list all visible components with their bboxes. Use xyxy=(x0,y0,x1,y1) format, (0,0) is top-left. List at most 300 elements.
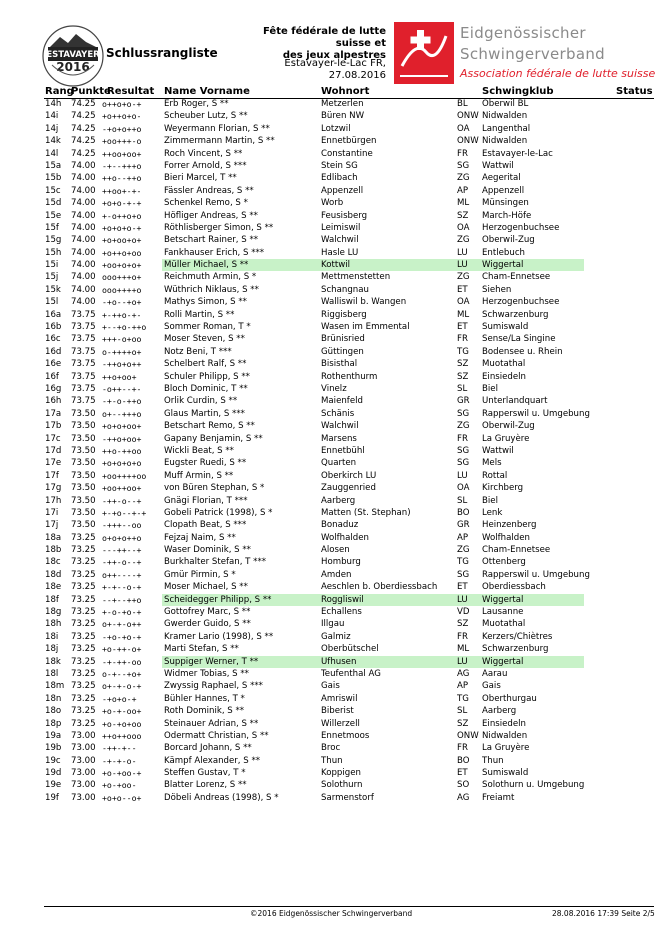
cell-name: Betschart Rainer, S ** xyxy=(164,235,259,246)
table-row xyxy=(44,693,654,705)
table-row xyxy=(44,569,654,581)
cell-punkte: 73.50 xyxy=(71,445,96,456)
cell-rang: 17g xyxy=(45,483,62,494)
cell-punkte: 74.00 xyxy=(71,222,96,233)
cell-rang: 16h xyxy=(45,396,62,407)
cell-resultat: -++-o--+ xyxy=(102,557,142,568)
cell-punkte: 73.75 xyxy=(71,371,96,382)
cell-schwingklub: Wiggertal xyxy=(482,656,524,667)
cell-rang: 14j xyxy=(45,123,59,134)
cell-rang: 17i xyxy=(45,507,59,518)
cell-wohnort: Wasen im Emmental xyxy=(321,322,410,333)
cell-wohnort: Illgau xyxy=(321,619,345,630)
table-row xyxy=(44,309,654,321)
cell-wohnort: Aeschlen b. Oberdiessbach xyxy=(321,582,438,593)
cell-wohnort: Thun xyxy=(321,755,343,766)
table-row xyxy=(44,718,654,730)
table-row xyxy=(44,618,654,630)
cell-name: Döbeli Andreas (1998), S * xyxy=(164,792,279,803)
cell-wohnort: Schangnau xyxy=(321,284,369,295)
cell-kanton: ZG xyxy=(457,173,470,184)
cell-rang: 19e xyxy=(45,780,62,791)
cell-punkte: 74.00 xyxy=(71,173,96,184)
cell-kanton: SO xyxy=(457,780,470,791)
footer-page-info: 28.08.2016 17:39 Seite 2/5 xyxy=(552,909,655,918)
cell-kanton: SG xyxy=(457,458,470,469)
cell-rang: 15g xyxy=(45,235,62,246)
cell-punkte: 73.00 xyxy=(71,792,96,803)
cell-kanton: OA xyxy=(457,483,470,494)
table-row xyxy=(44,643,654,655)
cell-punkte: 73.25 xyxy=(71,631,96,642)
cell-schwingklub: Rottal xyxy=(482,470,508,481)
event-title-line2: des jeux alpestres xyxy=(282,50,386,61)
cell-punkte: 74.00 xyxy=(71,272,96,283)
cell-name: Bühler Hannes, T * xyxy=(164,693,245,704)
col-wohnort: Wohnort xyxy=(321,86,370,97)
cell-resultat: o-++++o+ xyxy=(102,346,142,357)
cell-kanton: FR xyxy=(457,433,468,444)
cell-kanton: VD xyxy=(457,607,470,618)
cell-wohnort: Leimiswil xyxy=(321,222,361,233)
cell-rang: 18n xyxy=(45,693,62,704)
cell-schwingklub: Sumiswald xyxy=(482,768,529,779)
cell-resultat: -++-+-- xyxy=(102,743,137,754)
cell-schwingklub: Unterlandquart xyxy=(482,396,548,407)
cell-wohnort: Amriswil xyxy=(321,693,358,704)
footer-copyright: ©2016 Eidgenössischer Schwingerverband xyxy=(250,909,413,918)
cell-resultat: o+o+o++o xyxy=(102,532,142,543)
cell-resultat: +oo++++oo xyxy=(102,470,147,481)
cell-name: Gobeli Patrick (1998), S * xyxy=(164,507,273,518)
cell-schwingklub: Ottenberg xyxy=(482,557,526,568)
cell-resultat: -++o+oo+ xyxy=(102,433,142,444)
cell-name: Widmer Tobias, S ** xyxy=(164,668,249,679)
cell-resultat: +o++o+o- xyxy=(102,111,142,122)
cell-rang: 18g xyxy=(45,607,62,618)
cell-name: Kämpf Alexander, S ** xyxy=(164,755,261,766)
cell-schwingklub: Appenzell xyxy=(482,185,525,196)
cell-resultat: +o+o+o+o xyxy=(102,458,142,469)
cell-resultat: +o+o-+-+ xyxy=(102,198,142,209)
cell-resultat: ++oo+oo+ xyxy=(102,148,142,159)
cell-resultat: --+--++o xyxy=(102,594,142,605)
cell-wohnort: Feusisberg xyxy=(321,210,368,221)
cell-punkte: 73.75 xyxy=(71,334,96,345)
cell-rang: 15f xyxy=(45,222,59,233)
cell-schwingklub: Freiamt xyxy=(482,792,515,803)
cell-resultat: -+--+++o xyxy=(102,160,142,171)
cell-rang: 18o xyxy=(45,706,62,717)
cell-name: Blatter Lorenz, S ** xyxy=(164,780,247,791)
cell-punkte: 73.25 xyxy=(71,619,96,630)
cell-resultat: ooo+++o+ xyxy=(102,272,142,283)
cell-kanton: ZG xyxy=(457,421,470,432)
cell-kanton: ZG xyxy=(457,545,470,556)
cell-rang: 15j xyxy=(45,272,59,283)
table-row xyxy=(44,123,654,135)
cell-kanton: ZG xyxy=(457,272,470,283)
cell-rang: 18k xyxy=(45,656,61,667)
table-row xyxy=(44,234,654,246)
cell-wohnort: Oberbütschel xyxy=(321,644,379,655)
table-row xyxy=(44,445,654,457)
cell-schwingklub: March-Höfe xyxy=(482,210,532,221)
cell-wohnort: Hasle LU xyxy=(321,247,359,258)
cell-resultat: +oo++oo+ xyxy=(102,483,142,494)
cell-rang: 18m xyxy=(45,681,65,692)
cell-kanton: ET xyxy=(457,768,468,779)
cell-schwingklub: Muotathal xyxy=(482,619,526,630)
cell-wohnort: Roggliswil xyxy=(321,594,364,605)
cell-punkte: 73.50 xyxy=(71,458,96,469)
cell-schwingklub: Cham-Ennetsee xyxy=(482,545,551,556)
table-row xyxy=(44,185,654,197)
cell-rang: 17c xyxy=(45,433,61,444)
cell-wohnort: Edlibach xyxy=(321,173,358,184)
cell-punkte: 73.25 xyxy=(71,656,96,667)
cell-punkte: 74.00 xyxy=(71,247,96,258)
table-row xyxy=(44,606,654,618)
col-rang: Rang xyxy=(45,86,74,97)
cell-punkte: 74.00 xyxy=(71,260,96,271)
cell-resultat: -+-+-o- xyxy=(102,755,137,766)
cell-punkte: 74.00 xyxy=(71,185,96,196)
cell-wohnort: Echallens xyxy=(321,607,362,618)
cell-wohnort: Homburg xyxy=(321,557,361,568)
table-row xyxy=(44,271,654,283)
cell-kanton: FR xyxy=(457,148,468,159)
cell-punkte: 74.25 xyxy=(71,148,96,159)
cell-name: Notz Beni, T *** xyxy=(164,346,232,357)
table-row xyxy=(44,470,654,482)
cell-name: Fankhauser Erich, S *** xyxy=(164,247,265,258)
cell-resultat: +o-+-oo+ xyxy=(102,706,142,717)
cell-punkte: 73.50 xyxy=(71,421,96,432)
table-row xyxy=(44,457,654,469)
cell-rang: 18l xyxy=(45,668,59,679)
cell-schwingklub: Biel xyxy=(482,383,498,394)
table-row xyxy=(44,296,654,308)
cell-kanton: TG xyxy=(457,557,469,568)
table-row xyxy=(44,495,654,507)
cell-rang: 16e xyxy=(45,359,62,370)
cell-name: Fässler Andreas, S ** xyxy=(164,185,254,196)
cell-name: Suppiger Werner, T ** xyxy=(164,656,259,667)
cell-schwingklub: Oberwil-Zug xyxy=(482,235,535,246)
col-punkte: Punkte xyxy=(71,86,111,97)
table-row xyxy=(44,507,654,519)
cell-rang: 16g xyxy=(45,383,62,394)
cell-rang: 18j xyxy=(45,644,59,655)
cell-rang: 14l xyxy=(45,148,59,159)
cell-kanton: ET xyxy=(457,582,468,593)
cell-resultat: +oo+o+o+ xyxy=(102,260,142,271)
cell-punkte: 73.50 xyxy=(71,495,96,506)
cell-wohnort: Ennetbühl xyxy=(321,445,365,456)
cell-schwingklub: Oberwil-Zug xyxy=(482,421,535,432)
cell-punkte: 73.00 xyxy=(71,743,96,754)
cell-kanton: GR xyxy=(457,396,470,407)
cell-wohnort: Rothenthurm xyxy=(321,371,378,382)
table-row xyxy=(44,755,654,767)
cell-kanton: BO xyxy=(457,507,470,518)
cell-schwingklub: Aegerital xyxy=(482,173,521,184)
cell-punkte: 73.25 xyxy=(71,532,96,543)
cell-name: Scheidegger Philipp, S ** xyxy=(164,594,272,605)
cell-rang: 18f xyxy=(45,594,59,605)
cell-name: Gmür Pirmin, S * xyxy=(164,569,236,580)
cell-punkte: 73.75 xyxy=(71,309,96,320)
col-status: Status xyxy=(616,86,653,97)
cell-schwingklub: Nidwalden xyxy=(482,111,528,122)
cell-schwingklub: Oberthurgau xyxy=(482,693,537,704)
cell-rang: 19b xyxy=(45,743,62,754)
col-schwingklub: Schwingklub xyxy=(482,86,554,97)
cell-resultat: o+--+++o xyxy=(102,408,142,419)
cell-kanton: LU xyxy=(457,470,468,481)
cell-schwingklub: Sumiswald xyxy=(482,322,529,333)
cell-punkte: 73.75 xyxy=(71,322,96,333)
svg-text:2016: 2016 xyxy=(56,60,90,74)
cell-kanton: AP xyxy=(457,681,469,692)
cell-schwingklub: Wattwil xyxy=(482,160,514,171)
cell-schwingklub: Rapperswil u. Umgebung xyxy=(482,569,590,580)
cell-name: Steinauer Adrian, S ** xyxy=(164,718,259,729)
cell-wohnort: Wolfhalden xyxy=(321,532,369,543)
page-title: Schlussrangliste xyxy=(106,46,218,60)
cell-punkte: 73.50 xyxy=(71,408,96,419)
cell-name: Erb Roger, S ** xyxy=(164,99,229,109)
cell-name: Röthlisberger Simon, S ** xyxy=(164,222,274,233)
org-name-french: Association fédérale de lutte suisse xyxy=(460,67,656,80)
cell-schwingklub: Aarberg xyxy=(482,706,517,717)
cell-schwingklub: Heinzenberg xyxy=(482,520,537,531)
cell-resultat: +-o++o+o xyxy=(102,210,142,221)
event-title xyxy=(240,26,386,62)
cell-kanton: AP xyxy=(457,185,469,196)
cell-name: Bloch Dominic, T ** xyxy=(164,383,248,394)
cell-kanton: AG xyxy=(457,792,470,803)
col-resultat: Resultat xyxy=(107,86,155,97)
cell-schwingklub: Solothurn u. Umgebung xyxy=(482,780,585,791)
cell-wohnort: Marsens xyxy=(321,433,357,444)
cell-punkte: 74.00 xyxy=(71,297,96,308)
cell-punkte: 73.75 xyxy=(71,359,96,370)
estavayer-logo-icon xyxy=(42,25,104,87)
table-row xyxy=(44,705,654,717)
cell-schwingklub: La Gruyère xyxy=(482,433,530,444)
table-row xyxy=(44,110,654,122)
cell-rang: 15a xyxy=(45,160,62,171)
cell-resultat: o+-+-o-+ xyxy=(102,681,142,692)
cell-kanton: GR xyxy=(457,520,470,531)
cell-resultat: -++o+o++ xyxy=(102,359,142,370)
cell-resultat: +o+oo+o+ xyxy=(102,235,142,246)
cell-punkte: 73.25 xyxy=(71,594,96,605)
table-row xyxy=(44,408,654,420)
cell-punkte: 74.25 xyxy=(71,136,96,147)
cell-schwingklub: Gais xyxy=(482,681,501,692)
table-row xyxy=(44,581,654,593)
table-row xyxy=(44,383,654,395)
cell-wohnort: Walliswil b. Wangen xyxy=(321,297,407,308)
table-row xyxy=(44,247,654,259)
cell-wohnort: Brünisried xyxy=(321,334,365,345)
cell-resultat: +o-++-o+ xyxy=(102,644,142,655)
cell-wohnort: Biberist xyxy=(321,706,354,717)
cell-wohnort: Oberkirch LU xyxy=(321,470,377,481)
cell-rang: 15i xyxy=(45,260,59,271)
cell-kanton: ONW xyxy=(457,111,479,122)
cell-name: Roch Vincent, S ** xyxy=(164,148,243,159)
cell-punkte: 73.00 xyxy=(71,780,96,791)
cell-schwingklub: Kirchberg xyxy=(482,483,524,494)
cell-schwingklub: Langenthal xyxy=(482,123,531,134)
table-row xyxy=(44,433,654,445)
cell-rang: 16c xyxy=(45,334,61,345)
cell-resultat: -+o+o-+ xyxy=(102,693,137,704)
table-row xyxy=(44,333,654,345)
cell-schwingklub: Schwarzenburg xyxy=(482,644,549,655)
cell-resultat: +o-+oo-+ xyxy=(102,768,142,779)
cell-kanton: SL xyxy=(457,706,468,717)
cell-punkte: 74.00 xyxy=(71,235,96,246)
table-row xyxy=(44,631,654,643)
cell-schwingklub: Mels xyxy=(482,458,502,469)
cell-rang: 18p xyxy=(45,718,62,729)
cell-wohnort: Teufenthal AG xyxy=(321,668,381,679)
table-row xyxy=(44,742,654,754)
cell-name: Gapany Benjamin, S ** xyxy=(164,433,263,444)
cell-schwingklub: Biel xyxy=(482,495,498,506)
cell-resultat: ++oo+-+- xyxy=(102,185,142,196)
cell-name: Gnägi Florian, T *** xyxy=(164,495,248,506)
cell-resultat: o++----+ xyxy=(102,569,142,580)
cell-name: Orlik Curdin, S ** xyxy=(164,396,238,407)
cell-resultat: o+-+-o++ xyxy=(102,619,142,630)
table-row xyxy=(44,594,654,606)
cell-schwingklub: Sense/La Singine xyxy=(482,334,556,345)
cell-schwingklub: Herzogenbuchsee xyxy=(482,222,560,233)
cell-wohnort: Willerzell xyxy=(321,718,360,729)
cell-rang: 15e xyxy=(45,210,62,221)
cell-resultat: +-o-+o-+ xyxy=(102,607,142,618)
footer-divider xyxy=(44,906,654,907)
cell-kanton: BO xyxy=(457,755,470,766)
cell-kanton: LU xyxy=(457,656,468,667)
cell-wohnort: Schänis xyxy=(321,408,355,419)
cell-punkte: 74.25 xyxy=(71,111,96,122)
cell-kanton: ONW xyxy=(457,136,479,147)
cell-name: Burkhalter Stefan, T *** xyxy=(164,557,267,568)
cell-wohnort: Stein SG xyxy=(321,160,358,171)
cell-name: Glaus Martin, S *** xyxy=(164,408,245,419)
cell-rang: 15c xyxy=(45,185,61,196)
cell-name: Wüthrich Niklaus, S ** xyxy=(164,284,259,295)
cell-rang: 18e xyxy=(45,582,62,593)
cell-schwingklub: Cham-Ennetsee xyxy=(482,272,551,283)
cell-rang: 17j xyxy=(45,520,59,531)
cell-kanton: ML xyxy=(457,198,470,209)
cell-kanton: OA xyxy=(457,297,470,308)
cell-resultat: +oo+++-o xyxy=(102,136,142,147)
cell-kanton: SZ xyxy=(457,718,469,729)
table-row xyxy=(44,730,654,742)
table-row xyxy=(44,482,654,494)
cell-punkte: 73.75 xyxy=(71,346,96,357)
cell-punkte: 73.25 xyxy=(71,706,96,717)
cell-punkte: 73.25 xyxy=(71,693,96,704)
cell-resultat: +o+o+oo+ xyxy=(102,421,142,432)
cell-kanton: SZ xyxy=(457,371,469,382)
cell-resultat: ++o--++o xyxy=(102,173,142,184)
table-row xyxy=(44,767,654,779)
cell-name: Moser Michael, S ** xyxy=(164,582,248,593)
cell-name: Bieri Marcel, T ** xyxy=(164,173,237,184)
cell-rang: 18d xyxy=(45,569,62,580)
cell-kanton: ML xyxy=(457,309,470,320)
ranking-table xyxy=(44,98,654,804)
cell-resultat: -+o--+o+ xyxy=(102,297,142,308)
cell-rang: 16d xyxy=(45,346,62,357)
cell-resultat: -o++--+- xyxy=(102,383,142,394)
cell-punkte: 73.50 xyxy=(71,470,96,481)
cell-punkte: 73.00 xyxy=(71,768,96,779)
cell-schwingklub: Wattwil xyxy=(482,445,514,456)
cell-wohnort: Maienfeld xyxy=(321,396,363,407)
cell-name: Zimmermann Martin, S ** xyxy=(164,136,275,147)
cell-kanton: LU xyxy=(457,260,468,271)
cell-name: Schelbert Ralf, S ** xyxy=(164,359,247,370)
cell-punkte: 74.00 xyxy=(71,160,96,171)
table-row xyxy=(44,556,654,568)
cell-name: Roth Dominik, S ** xyxy=(164,706,245,717)
cell-kanton: BL xyxy=(457,99,468,109)
cell-rang: 17d xyxy=(45,445,62,456)
cell-schwingklub: Muotathal xyxy=(482,359,526,370)
cell-rang: 17h xyxy=(45,495,62,506)
cell-schwingklub: Oberdiessbach xyxy=(482,582,546,593)
cell-kanton: ONW xyxy=(457,730,479,741)
cell-punkte: 74.00 xyxy=(71,210,96,221)
cell-resultat: ++o+oo+ xyxy=(102,371,137,382)
cell-wohnort: Bisisthal xyxy=(321,359,358,370)
cell-punkte: 73.25 xyxy=(71,557,96,568)
table-row xyxy=(44,395,654,407)
cell-schwingklub: Wiggertal xyxy=(482,594,524,605)
cell-resultat: +--+o-++o xyxy=(102,322,147,333)
cell-name: Zwyssig Raphael, S *** xyxy=(164,681,263,692)
cell-rang: 16a xyxy=(45,309,62,320)
cell-punkte: 73.25 xyxy=(71,569,96,580)
table-row xyxy=(44,792,654,804)
esv-logo-icon xyxy=(394,22,454,84)
cell-rang: 15k xyxy=(45,284,61,295)
cell-wohnort: Ennetmoos xyxy=(321,730,370,741)
cell-rang: 17f xyxy=(45,470,59,481)
table-row xyxy=(44,346,654,358)
cell-resultat: ++o-++oo xyxy=(102,445,142,456)
cell-kanton: FR xyxy=(457,743,468,754)
org-name-line2: Schwingerverband xyxy=(460,45,605,63)
cell-resultat: -+o+o++o xyxy=(102,123,142,134)
cell-punkte: 74.00 xyxy=(71,198,96,209)
cell-resultat: -+-++-oo xyxy=(102,656,142,667)
cell-resultat: +o-+o+oo xyxy=(102,718,142,729)
col-name: Name Vorname xyxy=(164,86,250,97)
cell-punkte: 73.50 xyxy=(71,483,96,494)
